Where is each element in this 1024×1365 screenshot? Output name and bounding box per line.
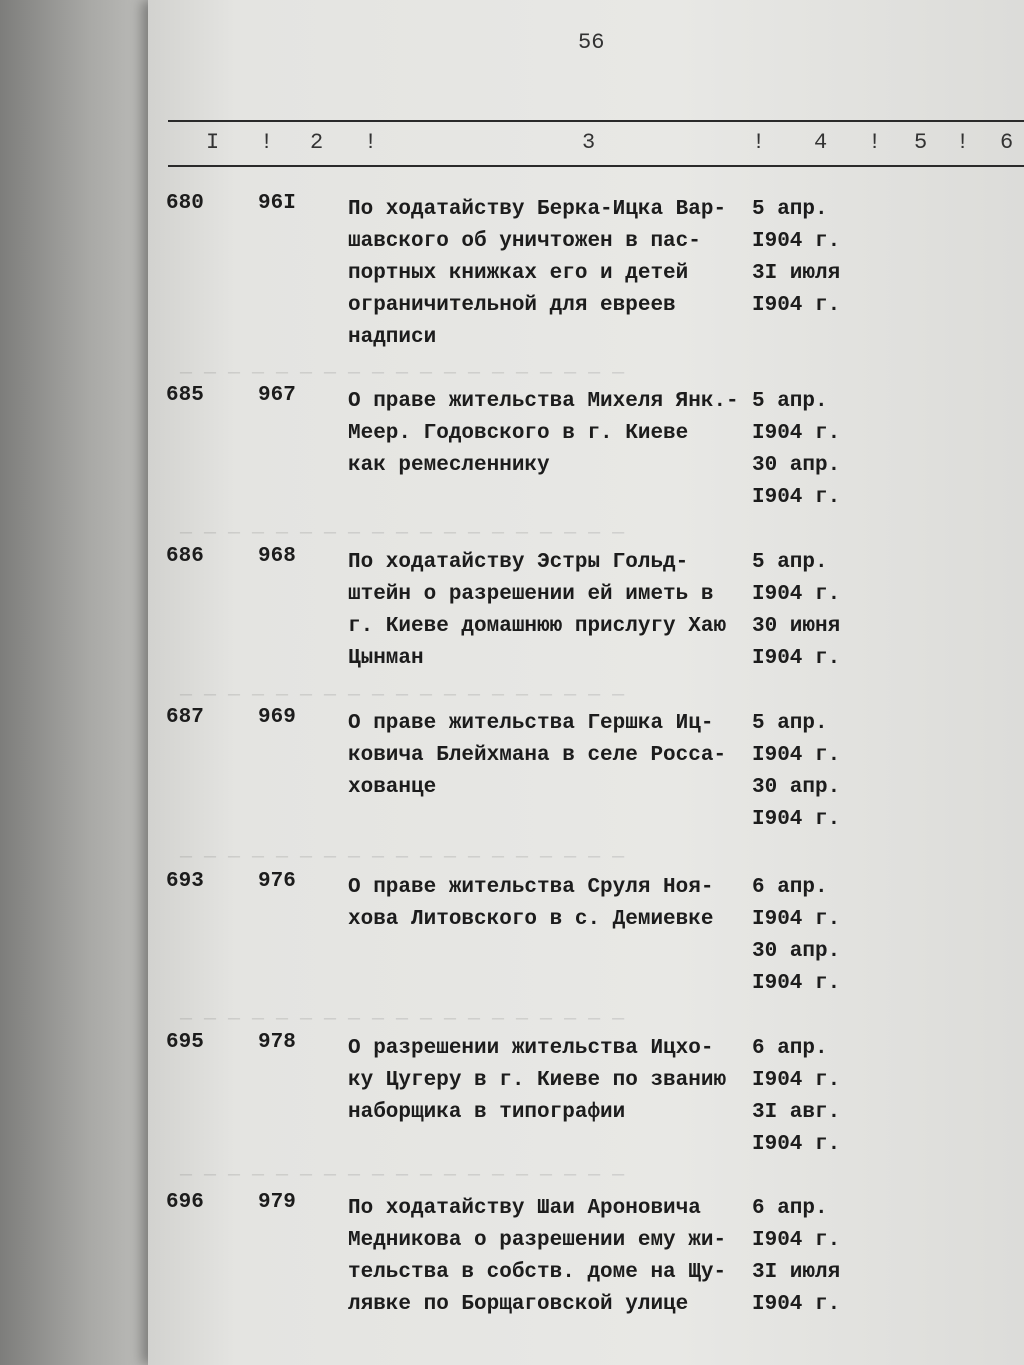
- file-number: 979: [258, 1191, 296, 1214]
- date-line: I904 г.: [752, 422, 841, 445]
- bleed-through: — — — — — — — — — — — — — — — — — — —: [180, 362, 625, 385]
- date-line: I904 г.: [752, 294, 841, 317]
- description-line: ку Цугеру в г. Киеве по званию: [348, 1069, 727, 1092]
- description-line: хованце: [348, 776, 437, 799]
- description-line: наборщика в типографии: [348, 1101, 626, 1124]
- record-number: 680: [166, 192, 204, 215]
- bleed-through: — — — — — — — — — — — — — — — — — — —: [180, 1164, 625, 1187]
- date-line: 6 апр.: [752, 876, 828, 899]
- date-line: I904 г.: [752, 1069, 841, 1092]
- date-line: I904 г.: [752, 486, 841, 509]
- record-description: [348, 194, 748, 354]
- date-line: 6 апр.: [752, 1037, 828, 1060]
- record-dates: [752, 194, 862, 322]
- header-rule-bottom: [168, 165, 1024, 167]
- description-line: О праве жительства Михеля Янк.-: [348, 390, 739, 413]
- record-dates: [752, 386, 862, 514]
- table-row: [0, 192, 1024, 352]
- description-line: лявке по Борщаговской улице: [348, 1293, 689, 1316]
- header-sep-3: !: [752, 130, 766, 155]
- table-row: [0, 706, 1024, 866]
- table-row: [0, 384, 1024, 544]
- header-sep-5: !: [956, 130, 970, 155]
- file-number: 969: [258, 706, 296, 729]
- file-number: 968: [258, 545, 296, 568]
- page-number: 56: [578, 30, 605, 55]
- record-description: [348, 386, 748, 482]
- record-number: 687: [166, 706, 204, 729]
- date-line: 3I июля: [752, 1261, 841, 1284]
- record-dates: [752, 547, 862, 675]
- description-line: ковича Блейхмана в селе Росса-: [348, 744, 727, 767]
- record-description: [348, 1193, 748, 1321]
- file-number: 96I: [258, 192, 296, 215]
- record-description: [348, 708, 748, 804]
- date-line: I904 г.: [752, 972, 841, 995]
- record-description: [348, 547, 748, 675]
- date-line: 30 апр.: [752, 940, 841, 963]
- table-row: [0, 1031, 1024, 1191]
- description-line: тельства в собств. доме на Щу-: [348, 1261, 727, 1284]
- date-line: I904 г.: [752, 744, 841, 767]
- record-dates: [752, 1033, 862, 1161]
- date-line: I904 г.: [752, 583, 841, 606]
- date-line: I904 г.: [752, 908, 841, 931]
- description-line: О праве жительства Гершка Иц-: [348, 712, 714, 735]
- header-col-5: 5: [914, 130, 928, 155]
- table-row: [0, 870, 1024, 1030]
- record-number: 693: [166, 870, 204, 893]
- date-line: 5 апр.: [752, 551, 828, 574]
- header-sep-4: !: [868, 130, 882, 155]
- record-number: 685: [166, 384, 204, 407]
- date-line: 3I июля: [752, 262, 841, 285]
- date-line: 6 апр.: [752, 1197, 828, 1220]
- date-line: 30 июня: [752, 615, 841, 638]
- date-line: 5 апр.: [752, 390, 828, 413]
- date-line: I904 г.: [752, 647, 841, 670]
- description-line: По ходатайству Берка-Ицка Вар-: [348, 198, 727, 221]
- description-line: г. Киеве домашнюю прислугу Хаю: [348, 615, 727, 638]
- header-col-1: I: [206, 130, 220, 155]
- file-number: 978: [258, 1031, 296, 1054]
- record-dates: [752, 872, 862, 1000]
- date-line: I904 г.: [752, 230, 841, 253]
- date-line: 3I авг.: [752, 1101, 841, 1124]
- bleed-through: — — — — — — — — — — — — — — — — — — —: [180, 522, 625, 545]
- header-col-4: 4: [814, 130, 828, 155]
- description-line: По ходатайству Шаи Ароновича: [348, 1197, 701, 1220]
- bleed-through: — — — — — — — — — — — — — — — — — — —: [180, 684, 625, 707]
- date-line: I904 г.: [752, 1133, 841, 1156]
- date-line: 30 апр.: [752, 776, 841, 799]
- date-line: 5 апр.: [752, 198, 828, 221]
- file-number: 976: [258, 870, 296, 893]
- header-col-3: 3: [582, 130, 596, 155]
- description-line: О праве жительства Сруля Ноя-: [348, 876, 714, 899]
- date-line: I904 г.: [752, 1229, 841, 1252]
- header-col-6: 6: [1000, 130, 1014, 155]
- record-dates: [752, 708, 862, 836]
- record-dates: [752, 1193, 862, 1321]
- description-line: Меер. Годовского в г. Киеве: [348, 422, 689, 445]
- record-number: 696: [166, 1191, 204, 1214]
- description-line: О разрешении жительства Ицхо-: [348, 1037, 714, 1060]
- file-number: 967: [258, 384, 296, 407]
- description-line: По ходатайству Эстры Гольд-: [348, 551, 689, 574]
- description-line: Цынман: [348, 647, 424, 670]
- description-line: шавского об уничтожен в пас-: [348, 230, 701, 253]
- table-row: [0, 545, 1024, 705]
- date-line: 30 апр.: [752, 454, 841, 477]
- bleed-through: — — — — — — — — — — — — — — — — — — —: [180, 1008, 625, 1031]
- table-row: [0, 1191, 1024, 1351]
- description-line: ограничительной для евреев: [348, 294, 676, 317]
- record-number: 695: [166, 1031, 204, 1054]
- header-sep-1: !: [260, 130, 274, 155]
- description-line: надписи: [348, 326, 437, 349]
- record-number: 686: [166, 545, 204, 568]
- header-sep-2: !: [364, 130, 378, 155]
- description-line: штейн о разрешении ей иметь в: [348, 583, 714, 606]
- date-line: 5 апр.: [752, 712, 828, 735]
- header-col-2: 2: [310, 130, 324, 155]
- description-line: как ремесленнику: [348, 454, 550, 477]
- date-line: I904 г.: [752, 1293, 841, 1316]
- description-line: хова Литовского в с. Демиевке: [348, 908, 714, 931]
- header-rule-top: [168, 120, 1024, 122]
- date-line: I904 г.: [752, 808, 841, 831]
- record-description: [348, 872, 748, 936]
- bleed-through: — — — — — — — — — — — — — — — — — — —: [180, 846, 625, 869]
- description-line: Медникова о разрешении ему жи-: [348, 1229, 727, 1252]
- record-description: [348, 1033, 748, 1129]
- description-line: портных книжках его и детей: [348, 262, 689, 285]
